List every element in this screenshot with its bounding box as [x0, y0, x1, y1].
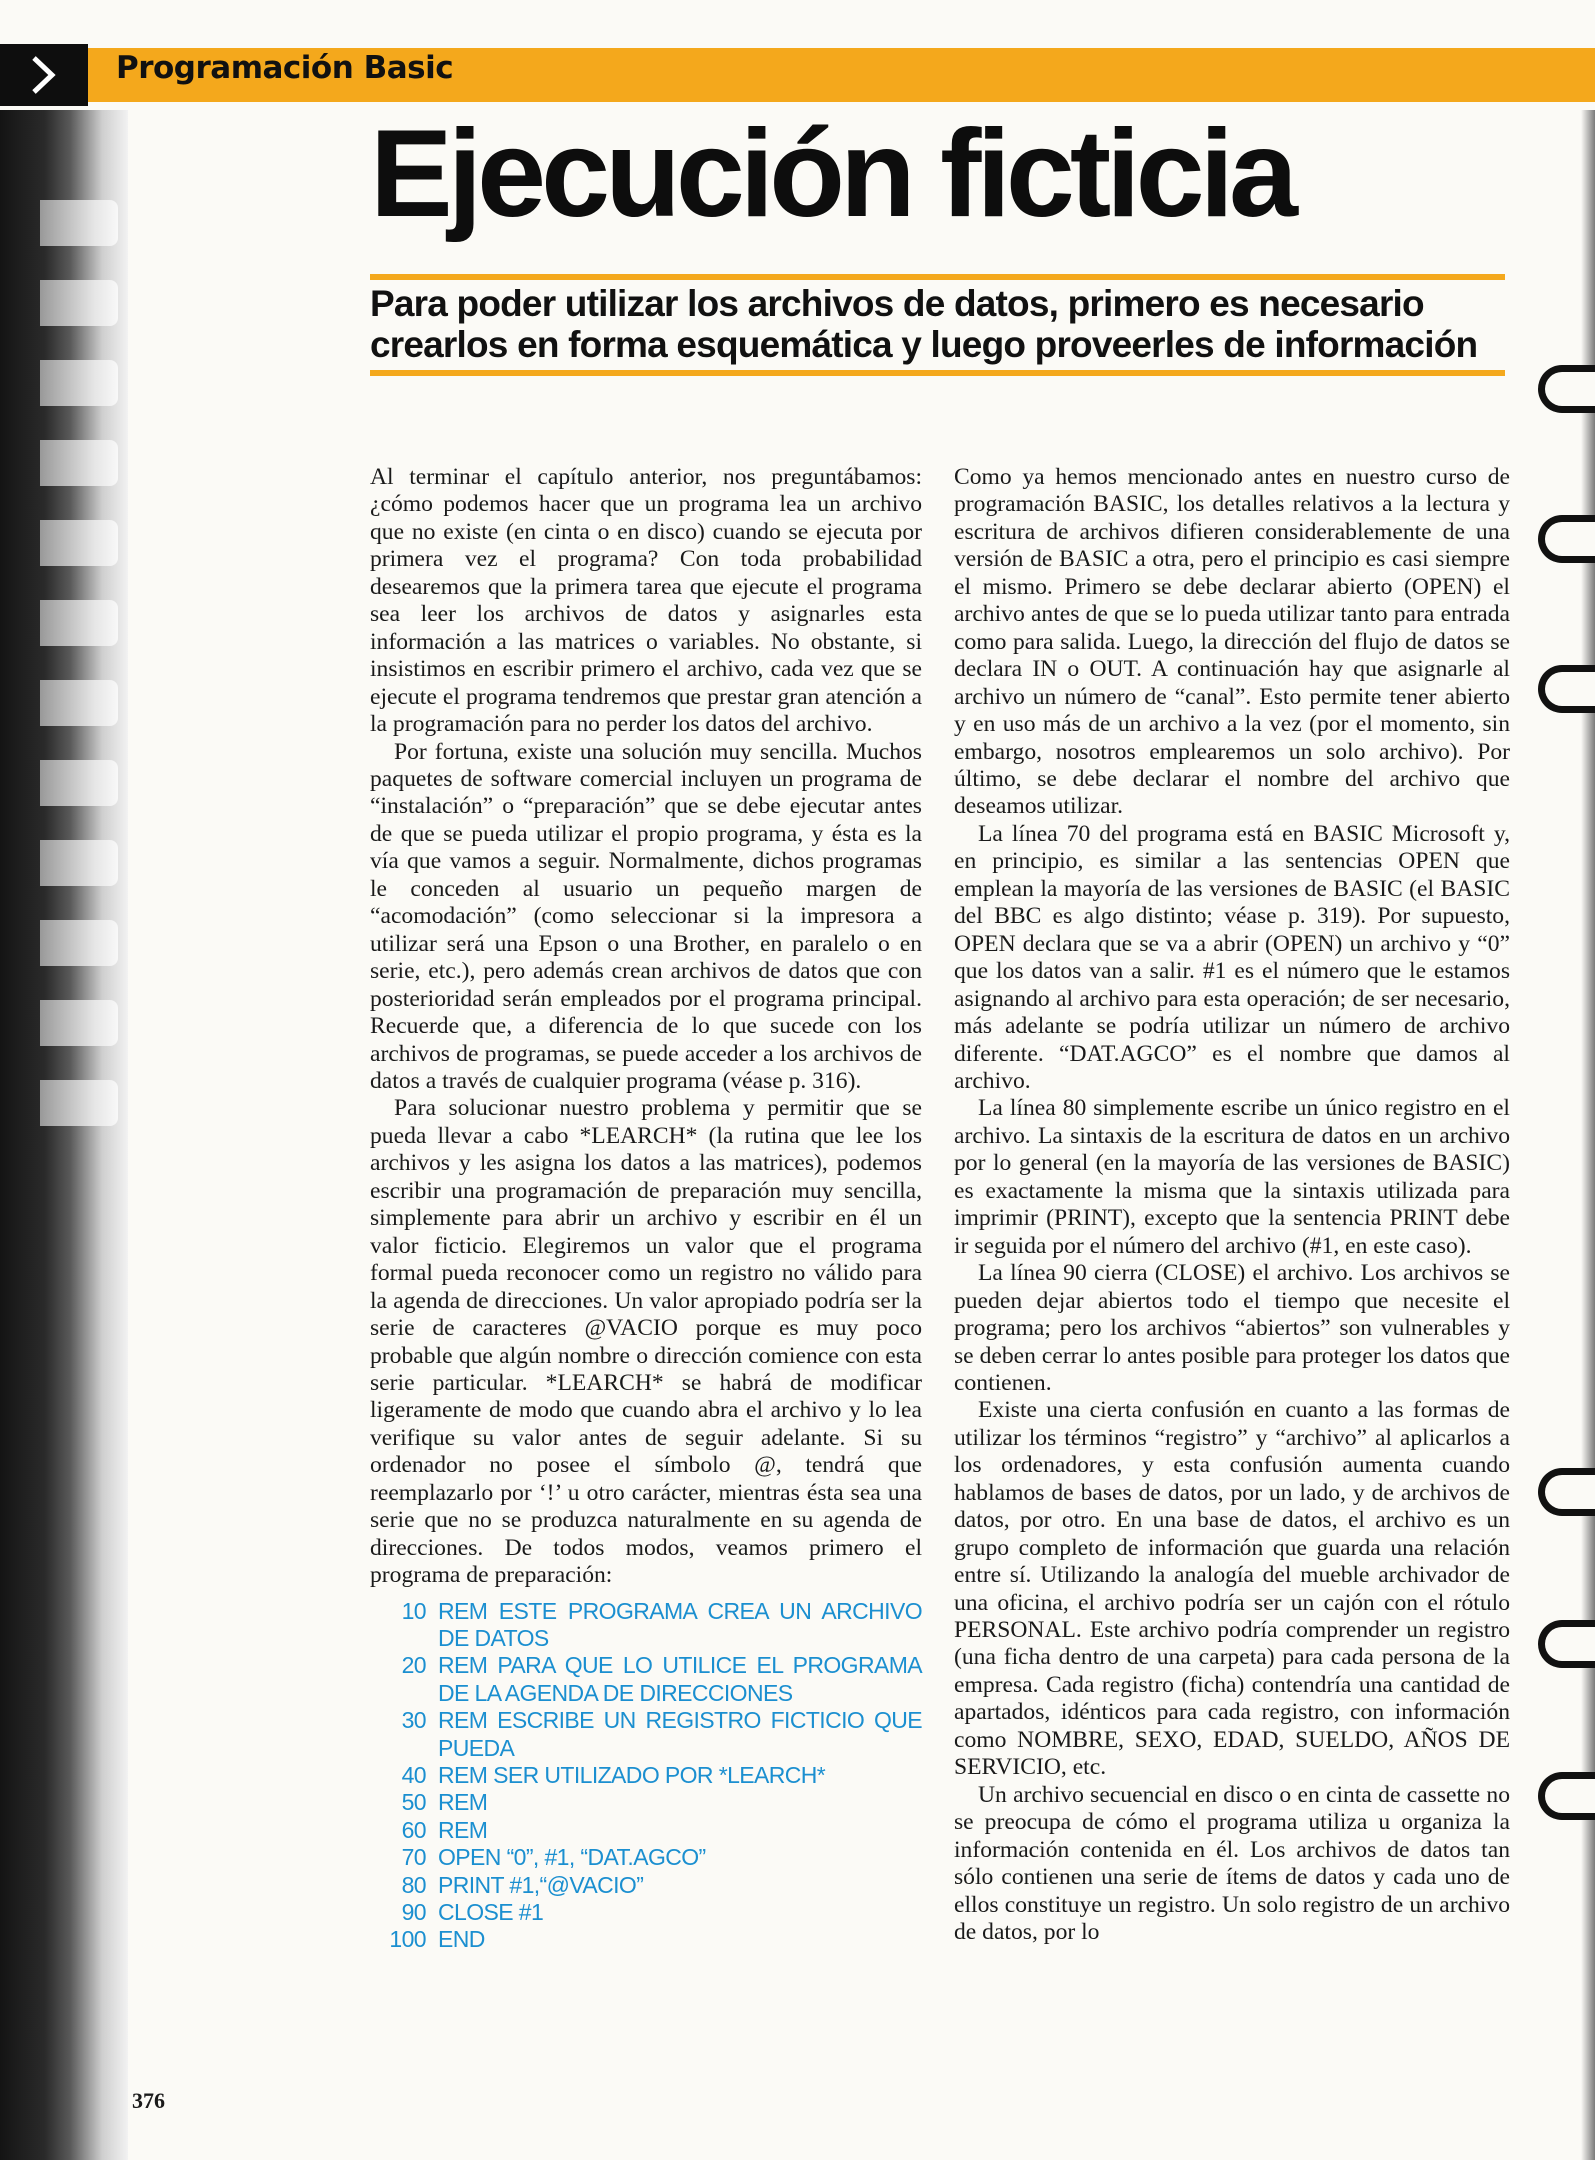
line-number: 60 — [401, 1816, 426, 1843]
code-text: OPEN “0”, #1, “DAT.AGCO” — [438, 1844, 706, 1871]
binder-ring — [1538, 1620, 1595, 1668]
line-number: 10 — [401, 1597, 426, 1624]
page-title: Ejecución ficticia — [370, 105, 1294, 243]
subtitle: Para poder utilizar los archivos de datos, primero es necesario crearlos en forma esquemática y luego proveerles de información — [370, 283, 1478, 365]
paragraph: La línea 70 del programa está en BASIC Microsoft y, en principio, es similar a las sentencias OPEN que emplean la mayoría de las versiones de BASIC (el BASIC del BBC es algo distinto; véase p. 319). Por supuesto, OPEN declara que se va a abrir (OPEN) un archivo y “0” que los datos van a salir. #1 es el número que le estamos asignando al archivo para esta operación; de ser necesario, más adelante se podría utilizar un número de archivo diferente. “DAT.AGCO” es el nombre que damos al archivo. — [954, 820, 1510, 1094]
binder-ring — [1538, 515, 1595, 563]
line-number: 90 — [401, 1899, 426, 1926]
code-line — [388, 1762, 922, 1789]
paragraph: Por fortuna, existe una solución muy sencilla. Muchos paquetes de software comercial incluyen un programa de “instalación” o “preparación” que se debe ejecutar antes de que se pueda utilizar el propio programa, y ésta es la vía que vamos a seguir. Normalmente, dichos programas le conceden al usuario un pequeño margen de “acomodación” (como seleccionar si la impresora a utilizar será una Epson o una Brother, en paralelo o en serie, etc.), pero además crean archivos de datos que con posterioridad serán empleados por el programa principal. Recuerde que, a diferencia de lo que sucede con los archivos de programas, se puede acceder a los archivos de datos a través de cualquier programa (véase p. 316). — [370, 738, 922, 1094]
ring-binder-shadow — [0, 110, 128, 2160]
line-number: 70 — [401, 1844, 426, 1871]
code-line — [388, 1789, 922, 1816]
code-line — [388, 1872, 922, 1899]
code-text: REM ESTE PROGRAMA CREA UN ARCHIVO DE DATOS — [438, 1597, 922, 1651]
binder-ring — [1538, 665, 1595, 713]
paragraph: Un archivo secuencial en disco o en cinta de cassette no se preocupa de cómo el programa utiliza u organiza la información contenida en él. Los archivos de datos tan sólo contienen una serie de ítems de datos y cada uno de ellos constituye un registro. Un solo registro de un archivo de datos, por lo — [954, 1781, 1510, 1946]
code-line — [388, 1926, 922, 1953]
line-number: 80 — [401, 1871, 426, 1898]
code-line — [388, 1899, 922, 1926]
title-rule — [370, 274, 1505, 280]
paragraph: Para solucionar nuestro problema y permitir que se pueda llevar a cabo *LEARCH* (la rutina que lee los archivos y les asigna los datos a las matrices), podemos escribir una programación de preparación muy sencilla, simplemente para abrir un archivo y escribir en él un valor ficticio. Elegiremos un valor que el programa formal pueda reconocer como un registro no válido para la agenda de direcciones. Un valor apropiado podría ser la serie de caracteres @VACIO porque es muy poco probable que algún nombre o dirección comience con esta serie particular. *LEARCH* se habrá de modificar ligeramente de modo que cuando abra el archivo y lo lea verifique su valor antes de seguir adelante. Si su ordenador no posee el símbolo @, tendrá que reemplazarlo por ‘!’ u otro carácter, mientras ésta sea una serie que no se produzca naturalmente en su agenda de direcciones. De todos modos, veamos primero el programa de preparación: — [370, 1095, 922, 1589]
binder-ring — [1538, 1772, 1595, 1820]
code-text: REM SER UTILIZADO POR *LEARCH* — [438, 1762, 826, 1789]
code-line — [388, 1844, 922, 1871]
code-text: REM — [438, 1816, 488, 1843]
line-number: 100 — [389, 1926, 426, 1953]
section-label: Programación Basic — [116, 50, 454, 86]
line-number: 40 — [401, 1762, 426, 1789]
paragraph: Existe una cierta confusión en cuanto a las formas de utilizar los términos “registro” y “archivo” al aplicarlos a los ordenadores, y esta confusión aumenta cuando hablamos de bases de datos, por un lado, y de archivos de datos, por otro. En una base de datos, el archivo es un grupo completo de información que guarda una relación entre sí. Utilizando la analogía del mueble archivador de una oficina, el archivo podría ser un cajón con el rótulo PERSONAL. Este archivo podría comprender un registro (una ficha dentro de una carpeta) para cada persona de la empresa. Cada registro (ficha) contendría una cantidad de apartados, idénticos para cada registro, con información como NOMBRE, SEXO, EDAD, SUELDO, AÑOS DE SERVICIO, etc. — [954, 1397, 1510, 1781]
code-text: REM — [438, 1789, 488, 1816]
binder-ring — [1538, 1468, 1595, 1516]
section-marker — [0, 44, 88, 106]
code-line — [388, 1598, 922, 1653]
chevron-right-icon — [14, 54, 74, 96]
code-line — [388, 1707, 922, 1762]
subtitle-rule — [370, 370, 1505, 376]
code-text: REM ESCRIBE UN REGISTRO FICTICIO QUE PUEDA — [438, 1707, 922, 1761]
line-number: 20 — [401, 1652, 426, 1679]
paragraph: Como ya hemos mencionado antes en nuestro curso de programación BASIC, los detalles relativos a la lectura y escritura de archivos difieren considerablemente de una versión de BASIC a otra, pero el principio es casi siempre el mismo. Primero se debe declarar abierto (OPEN) el archivo antes de que se lo pueda utilizar tanto para entrada como para salida. Luego, la dirección del flujo de datos se declara IN o OUT. A continuación hay que asignarle al archivo un número de “canal”. Esto permite tener abierto y en uso más de un archivo a la vez (por el momento, sin embargo, nosotros emplearemos un solo archivo). Por último, se debe declarar el nombre del archivo que deseamos utilizar. — [954, 464, 1510, 820]
page-edge — [1581, 110, 1595, 2160]
code-text: PRINT #1,“@VACIO” — [438, 1871, 644, 1898]
page-number: 376 — [132, 2088, 165, 2113]
code-text: CLOSE #1 — [438, 1899, 544, 1926]
code-text: REM PARA QUE LO UTILICE EL PROGRAMA DE LA AGENDA DE DIRECCIONES — [438, 1652, 922, 1706]
paragraph: Al terminar el capítulo anterior, nos preguntábamos: ¿cómo podemos hacer que un programa lea un archivo que no existe (en cinta o en disco) cuando se ejecuta por primera vez el programa? Con toda probabilidad desearemos que la primera tarea que ejecute el programa sea leer los archivos de datos y asignarles esta información a las matrices o variables. No obstante, si insistimos en escribir primero el archivo, cada vez que se ejecute el programa tendremos que prestar gran atención a la programación para no perder los datos del archivo. — [370, 464, 922, 738]
line-number: 30 — [401, 1707, 426, 1734]
paragraph: La línea 90 cierra (CLOSE) el archivo. Los archivos se pueden dejar abiertos todo el tiempo que necesite el programa; pero los archivos “abiertos” son vulnerables y se deben cerrar lo antes posible para proteger los datos que contienen. — [954, 1260, 1510, 1396]
code-line — [388, 1652, 922, 1707]
code-listing — [388, 1598, 922, 1954]
code-line — [388, 1817, 922, 1844]
line-number: 50 — [401, 1789, 426, 1816]
paragraph: La línea 80 simplemente escribe un único registro en el archivo. La sintaxis de la escritura de datos en un archivo por lo general (en la mayoría de las versiones de BASIC) es exactamente la misma que la sintaxis utilizada para imprimir (PRINT), excepto que la sentencia PRINT debe ir seguida por el número del archivo (#1, en este caso). — [954, 1095, 1510, 1259]
binder-ring — [1538, 365, 1595, 413]
body-column-right — [954, 464, 1510, 1946]
code-text: END — [438, 1926, 485, 1953]
body-column-left — [370, 464, 922, 1954]
